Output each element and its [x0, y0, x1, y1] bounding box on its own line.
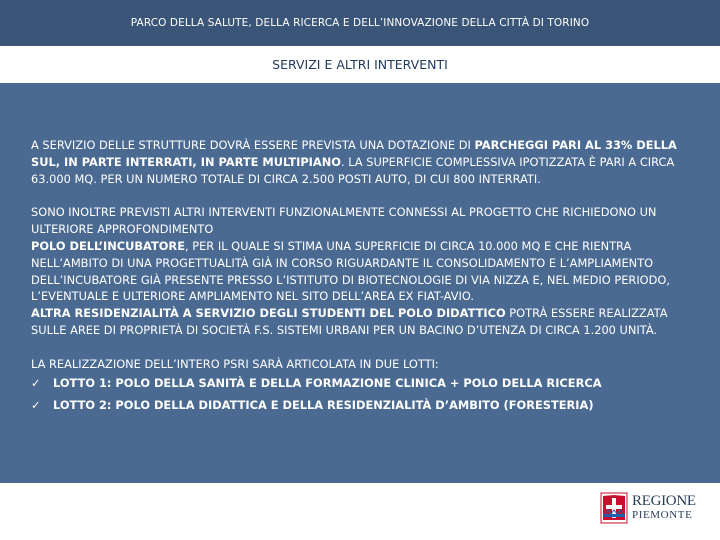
checkmark-icon: ✓ [31, 375, 41, 390]
section-title: SERVIZI E ALTRI INTERVENTI [272, 57, 448, 72]
parking-text-details: . LA SUPERFICIE COMPLESSIVA IPOTIZZATA È PARI A CIRCA 63.000 MQ. PER UN NUMERO TOTALE DI CIRCA 2.500 POSTI AUTO, DI CUI 800 INTERRATI. [31, 154, 675, 186]
header-band [0, 0, 720, 46]
lot-1-label: LOTTO 1: POLO DELLA SANITÀ E DELLA FORMAZIONE CLINICA + POLO DELLA RICERCA [53, 375, 602, 390]
regione-piemonte-logo [600, 491, 696, 525]
lot-2-label: LOTTO 2: POLO DELLA DIDATTICA E DELLA RESIDENZIALITÀ D’AMBITO (FORESTERIA) [53, 397, 594, 412]
paragraph-other-interventions [31, 204, 700, 338]
residence-heading: ALTRA RESIDENZIALITÀ A SERVIZIO DEGLI STUDENTI DEL POLO DIDATTICO [31, 306, 506, 321]
checkmark-icon: ✓ [31, 397, 41, 412]
logo-line-piemonte: PIEMONTE [632, 509, 693, 521]
parking-text-bold: PARCHEGGI PARI AL 33% DELLA SUL, IN PARTE INTERRATI, IN PARTE MULTIPIANO [31, 138, 677, 169]
logo-text [632, 494, 696, 522]
incubator-text: , PER IL QUALE SI STIMA UNA SUPERFICIE DI CIRCA 10.000 MQ E CHE RIENTRA NELL’AMBITO DI UNA PROGETTUALITÀ GIÀ IN CORSO RIGUARDANTE IL CONSOLIDAMENTO E L’AMPLIAMENTO DELL’INCUBATORE GIÀ PRESENTE PRESSO L’ISTITUTO DI BIOTECNOLOGIE DI VIA NIZZA E, NEL MEDIO PERIODO, L’EVENTUALE E ULTERIORE AMPLIAMENTO NEL SITO DELL’AREA EX FIAT-AVIO. [31, 238, 671, 304]
paragraph-parking [31, 137, 700, 187]
parking-text-intro: A SERVIZIO DELLE STRUTTURE DOVRÀ ESSERE PREVISTA UNA DOTAZIONE DI [31, 138, 475, 152]
content-panel [0, 83, 720, 483]
regione-piemonte-emblem-icon [600, 492, 628, 524]
lot-item [31, 395, 700, 415]
page-header-title: PARCO DELLA SALUTE, DELLA RICERCA E DELL’INNOVAZIONE DELLA CITTÀ DI TORINO [130, 17, 590, 29]
logo-line-regione: REGIONE [632, 493, 696, 509]
subtitle-band [0, 46, 720, 83]
lot-item [31, 373, 700, 393]
residence-text: POTRÀ ESSERE REALIZZATA SULLE AREE DI PROPRIETÀ DI SOCIETÀ F.S. SISTEMI URBANI PER UN BACINO D’UTENZA DI CIRCA 1.200 UNITÀ. [31, 306, 668, 337]
other-interventions-intro: SONO INOLTRE PREVISTI ALTRI INTERVENTI FUNZIONALMENTE CONNESSI AL PROGETTO CHE RICHIEDONO UN ULTERIORE APPROFONDIMENTO [31, 205, 657, 237]
incubator-heading: POLO DELL’INCUBATORE [31, 238, 185, 253]
lots-intro: LA REALIZZAZIONE DELL’INTERO PSRI SARÀ ARTICOLATA IN DUE LOTTI: [31, 356, 439, 371]
